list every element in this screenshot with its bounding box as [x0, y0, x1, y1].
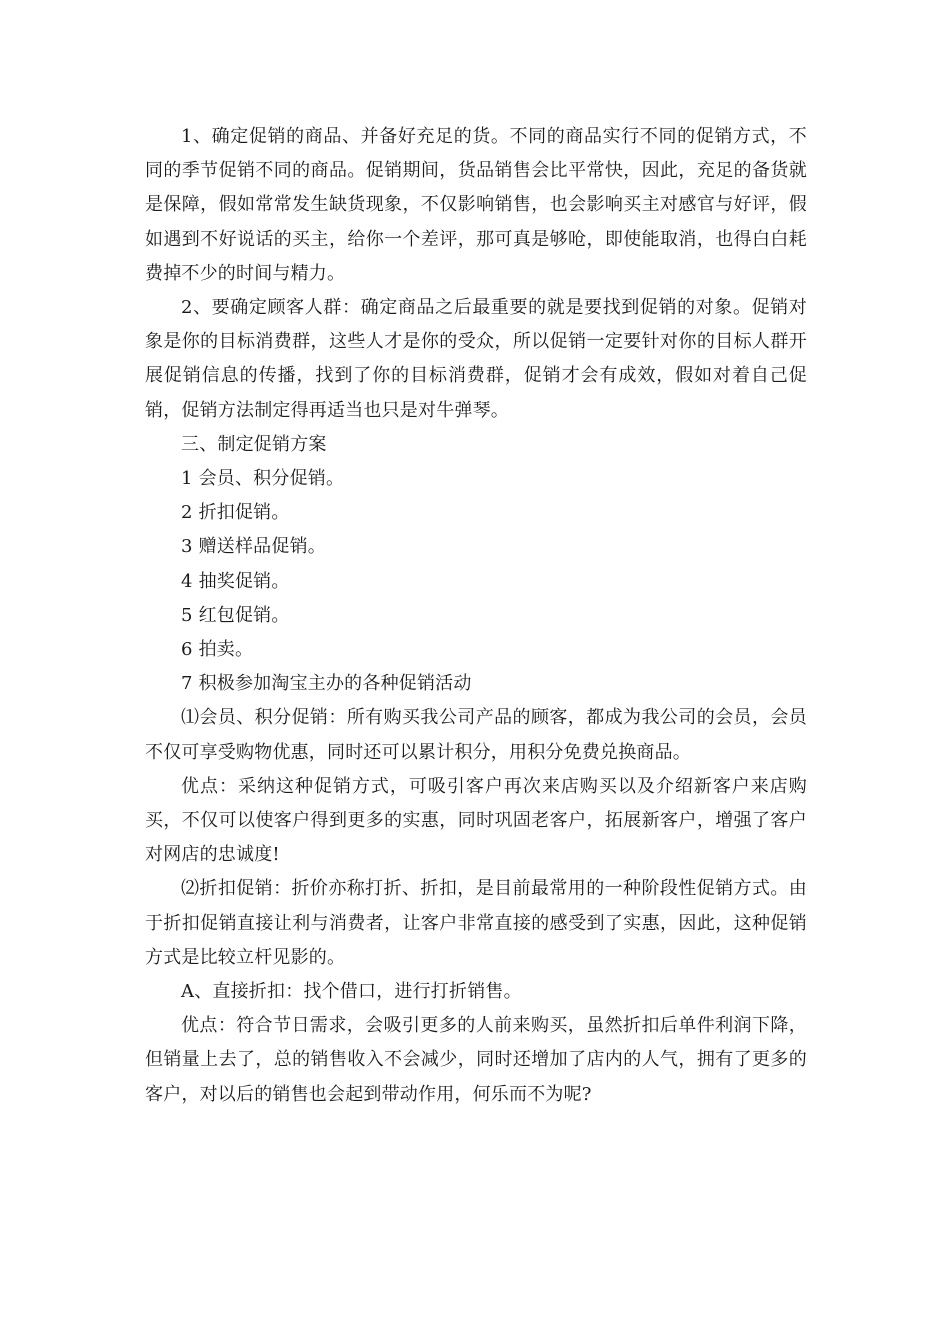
- paragraph-direct-discount: A、直接折扣：找个借口，进行打折销售。: [181, 981, 522, 1003]
- paragraph-member-advantage: 优点：采纳这种促销方式，可吸引客户再次来店购买以及介绍新客户来店购买，不仅可以使客户得到更多的实惠，同时巩固老客户，拓展新客户，增强了客户对网店的忠诚度!: [145, 775, 807, 866]
- document-body: [145, 120, 807, 1112]
- list-item-2: 2 折扣促销。: [181, 502, 290, 524]
- list-item-7: 7 积极参加淘宝主办的各种促销活动: [181, 673, 472, 695]
- list-item-6: 6 拍卖。: [181, 639, 254, 661]
- section-heading: 三、制定促销方案: [181, 433, 327, 455]
- paragraph-direct-discount-advantage: 优点：符合节日需求，会吸引更多的人前来购买，虽然折扣后单件利润下降，但销量上去了，总的销售收入不会减少，同时还增加了店内的人气，拥有了更多的客户，对以后的销售也会起到带动作用，何乐而不为呢?: [145, 1015, 807, 1105]
- paragraph-1: 1、确定促销的商品、并备好充足的货。不同的商品实行不同的促销方式，不同的季节促销不同的商品。促销期间，货品销售会比平常快，因此，充足的备货就是保障，假如常常发生缺货现象，不仅影响销售，也会影响买主对感官与好评，假如遇到不好说话的买主，给你一个差评，那可真是够呛，即使能取消，也得白白耗费掉不少的时间与精力。: [145, 126, 807, 284]
- list-item-4: 4 抽奖促销。: [181, 570, 290, 592]
- paragraph-discount: ⑵折扣促销：折价亦称打折、折扣，是目前最常用的一种阶段性促销方式。由于折扣促销直接让利与消费者，让客户非常直接的感受到了实惠，因此，这种促销方式是比较立杆见影的。: [145, 878, 807, 968]
- paragraph-2: 2、要确定顾客人群：确定商品之后最重要的就是要找到促销的对象。促销对象是你的目标消费群，这些人才是你的受众，所以促销一定要针对你的目标人群开展促销信息的传播，找到了你的目标消费群，促销才会有成效，假如对着自己促销，促销方法制定得再适当也只是对牛弹琴。: [145, 297, 807, 421]
- list-item-5: 5 红包促销。: [181, 604, 290, 626]
- paragraph-member-points: ⑴会员、积分促销：所有购买我公司产品的顾客，都成为我公司的会员，会员不仅可享受购物优惠，同时还可以累计积分，用积分免费兑换商品。: [145, 707, 807, 763]
- list-item-1: 1 会员、积分促销。: [181, 468, 345, 490]
- list-item-3: 3 赠送样品促销。: [181, 536, 326, 558]
